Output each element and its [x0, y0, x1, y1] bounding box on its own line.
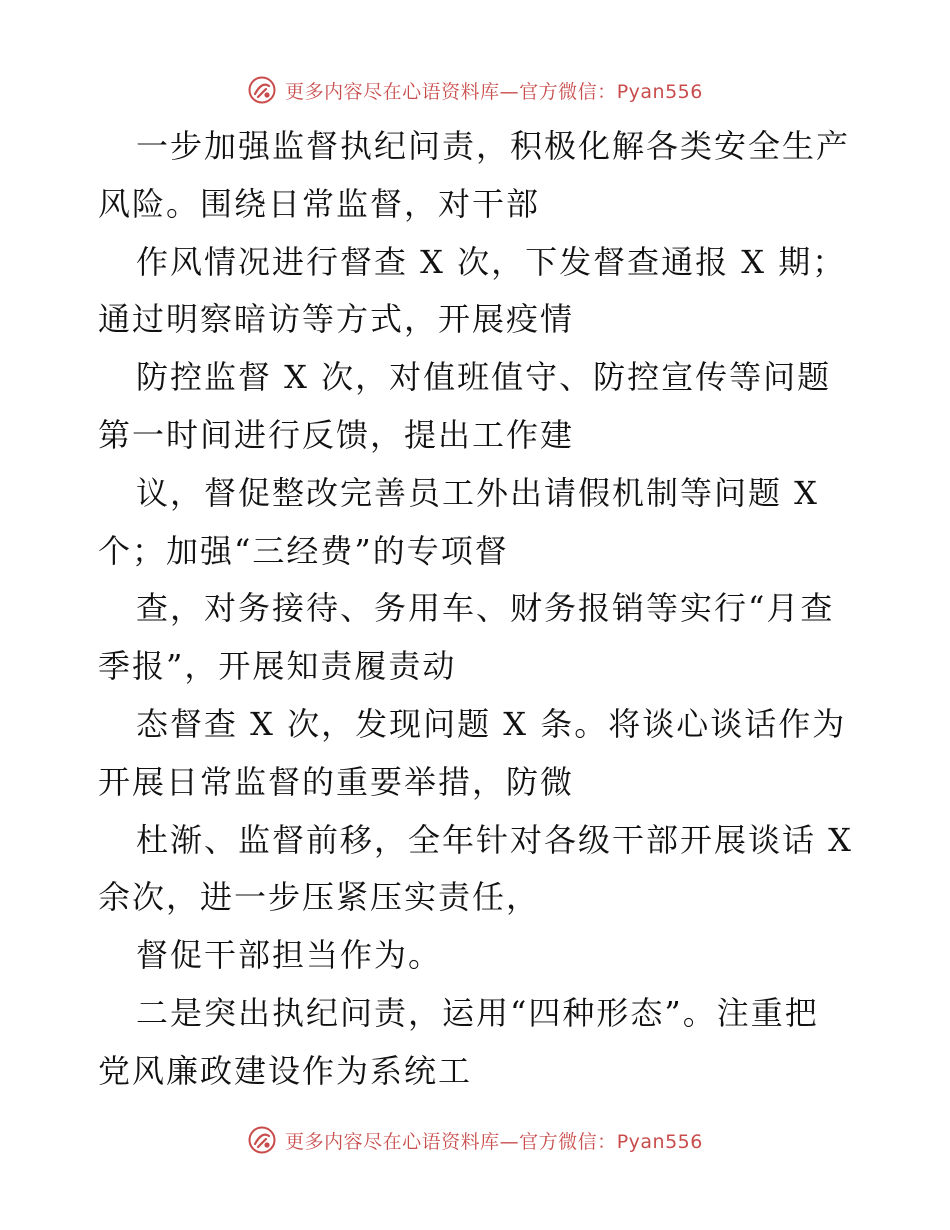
text-line: 态督查 X 次，发现问题 X 条。将谈心谈话作为 [136, 704, 847, 743]
text-line: 风险。围绕日常监督，对干部 [98, 184, 541, 223]
text-line: 通过明察暗访等方式，开展疫情 [98, 300, 575, 339]
text-line: 党风廉政建设作为系统工 [98, 1051, 473, 1090]
watermark-text-group [285, 77, 703, 104]
watermark-text: 更多内容尽在心语资料库 [285, 80, 500, 103]
watermark-wechat-label: 官方微信： [519, 80, 617, 103]
text-line: 杜渐、监督前移，全年针对各级干部开展谈话 X [136, 820, 853, 859]
text-line: 作风情况进行督查 X 次，下发督查通报 X 期； [136, 242, 847, 281]
text-line: 防控监督 X 次，对值班值守、防控宣传等问题 [136, 358, 832, 397]
document-body [98, 118, 858, 1101]
watermark-separator: — [499, 80, 520, 103]
text-line: 季报”，开展知责履责动 [98, 647, 457, 686]
text-line: 开展日常监督的重要举措，防微 [98, 762, 575, 801]
text-line: 一步加强监督执纪问责，积极化解各类安全生产 [136, 127, 851, 165]
text-line: 余次，进一步压紧压实责任， [98, 878, 541, 917]
text-line: 议，督促整改完善员工外出请假机制等问题 X [136, 473, 819, 512]
watermark-wechat-label: 官方微信： [519, 1130, 617, 1153]
text-line: 二是突出执纪问责，运用“四种形态”。注重把 [136, 993, 819, 1032]
text-line: 个；加强“三经费”的专项督 [98, 531, 509, 570]
watermark-text: 更多内容尽在心语资料库 [285, 1130, 500, 1153]
text-line: 查，对务接待、务用车、财务报销等实行“月查 [136, 589, 835, 628]
text-line: 督促干部担当作为。 [136, 936, 443, 975]
red-seal-icon [247, 1125, 277, 1155]
red-seal-icon [247, 75, 277, 105]
text-line: 第一时间进行反馈，提出工作建 [98, 415, 575, 454]
footer-watermark [0, 1122, 950, 1158]
header-watermark [0, 72, 950, 108]
watermark-text-group [285, 1127, 703, 1154]
watermark-wechat-id: Pyan556 [616, 1130, 703, 1153]
watermark-wechat-id: Pyan556 [616, 80, 703, 103]
watermark-separator: — [499, 1130, 520, 1153]
